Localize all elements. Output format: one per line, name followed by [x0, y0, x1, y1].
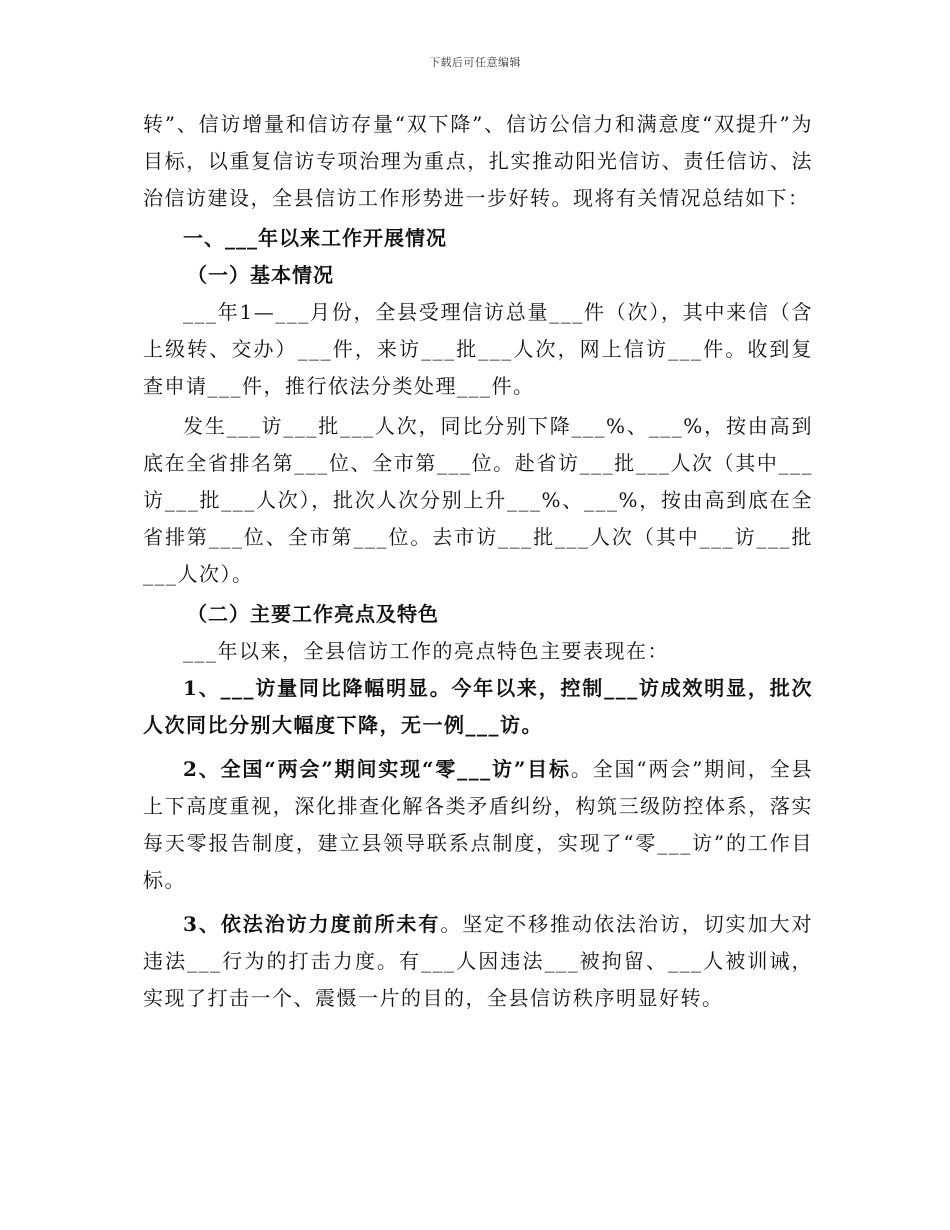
paragraph-visit-stats: 发生___访___批___人次，同比分别下降___%、___%，按由高到底在全省排名第___位、全市第___位。赴省访___批___人次（其中___访___批___人次），批次人次分别上升___%、___%，按由高到底在全省排第___位、全市第___位。去市访___批___人次（其中___访___批___人次）。 — [143, 414, 813, 586]
highlight-2-title: 2、全国“两会”期间实现“零___访”目标 — [183, 757, 571, 781]
page-header: 下载后可任意编辑 — [429, 56, 521, 69]
subsection-heading-highlights: （二）主要工作亮点及特色 — [187, 602, 439, 626]
paragraph-highlight-2 — [143, 751, 813, 899]
paragraph-highlight-1: 1、___访量同比降幅明显。今年以来，控制___访成效明显，批次人次同比分别大幅度下降，无一例___访。 — [143, 676, 813, 737]
paragraph-highlights-intro: ___年以来，全县信访工作的亮点特色主要表现在： — [183, 639, 669, 663]
highlight-3-body: 。坚定不移推动依法治访，切实加大对违法___行为的打击力度。有___人因违法___被拘留、___人被训诫，实现了打击一个、震慑一片的目的，全县信访秩序明显好转。 — [143, 912, 813, 1010]
subsection-heading-basic: （一）基本情况 — [187, 263, 334, 287]
paragraph-intro: 转”、信访增量和信访存量“双下降”、信访公信力和满意度“双提升”为目标，以重复信访专项治理为重点，扎实推动阳光信访、责任信访、法治信访建设，全县信访工作形势进一步好转。现将有关情况总结如下： — [143, 112, 813, 210]
highlight-3-title: 3、依法治访力度前所未有 — [183, 912, 441, 936]
section-heading-1: 一、___年以来工作开展情况 — [183, 226, 447, 250]
paragraph-basic-stats: ___年1—___月份，全县受理信访总量___件（次），其中来信（含上级转、交办）___件，来访___批___人次，网上信访___件。收到复查申请___件，推行依法分类处理___件。 — [143, 300, 813, 398]
paragraph-highlight-3 — [143, 906, 813, 1017]
highlight-2-body: 。全国“两会”期间，全县上下高度重视，深化排查化解各类矛盾纠纷，构筑三级防控体系，落实每天零报告制度，建立县领导联系点制度，实现了“零___访”的工作目标。 — [143, 757, 813, 892]
document-body — [143, 106, 813, 1017]
